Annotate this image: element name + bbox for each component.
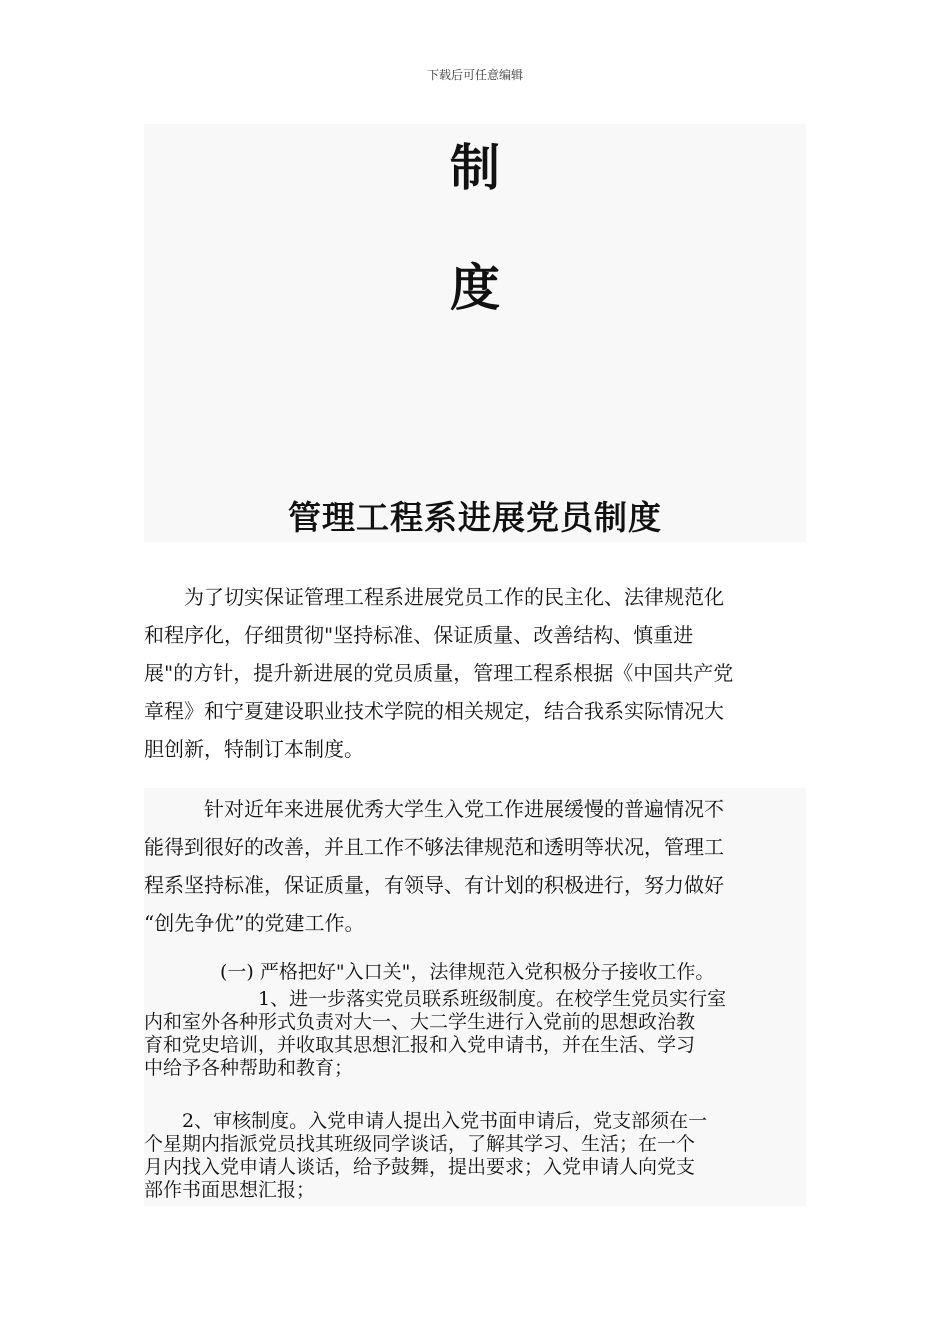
background-line: “创先争优”的党建工作。: [144, 911, 365, 935]
header-note: 下载后可任意编辑: [426, 68, 523, 82]
background-line: 针对近年来进展优秀大学生入党工作进展缓慢的普遍情况不: [144, 797, 724, 821]
intro-line: 为了切实保证管理工程系进展党员工作的民主化、法律规范化: [144, 585, 724, 609]
document-title: 管理工程系进展党员制度: [288, 498, 662, 537]
intro-line: 和程序化，仔细贯彻"坚持标准、保证质量、改善结构、慎重进: [144, 623, 694, 647]
section-1-heading: [144, 961, 806, 984]
intro-line: 章程》和宁夏建设职业技术学院的相关规定，结合我系实际情况大: [144, 699, 724, 723]
section-1-heading-text: (一) 严格把好"入口关"，法律规范入党积极分子接收工作。: [144, 961, 715, 983]
item-2-paragraph: [144, 1110, 806, 1202]
item-1-line: 育和党史培训，并收取其思想汇报和入党申请书，并在生活、学习: [144, 1034, 696, 1056]
intro-line: 展"的方针，提升新进展的党员质量，管理工程系根据《中国共产党: [144, 661, 734, 685]
item-1-line: 中给予各种帮助和教育；: [144, 1057, 354, 1079]
item-1-line: 内和室外各种形式负责对大一、大二学生进行入党前的思想政治教: [144, 1011, 696, 1033]
background-line: 程系坚持标准，保证质量，有领导、有计划的积极进行，努力做好: [144, 873, 724, 897]
cover-char-2: 度: [450, 258, 500, 317]
item-2-line: 2、审核制度。入党申请人提出入党书面申请后，党支部须在一: [144, 1110, 708, 1132]
item-1-line: 1、进一步落实党员联系班级制度。在校学生党员实行室: [144, 988, 727, 1010]
background-line: 能得到很好的改善，并且工作不够法律规范和透明等状况，管理工: [144, 835, 724, 859]
cover-char-1: 制: [450, 138, 500, 197]
item-2-line: 月内找入党申请人谈话，给予鼓舞，提出要求；入党申请人向党支: [144, 1156, 696, 1178]
item-2-line: 部作书面思想汇报；: [144, 1179, 316, 1201]
item-1-paragraph: [144, 988, 806, 1080]
item-2-line: 个星期内指派党员找其班级同学谈话，了解其学习、生活；在一个: [144, 1133, 696, 1155]
intro-paragraph: [144, 578, 806, 768]
cover-block: [144, 124, 806, 542]
intro-line: 胆创新，特制订本制度。: [144, 737, 364, 761]
background-paragraph: [144, 790, 806, 942]
